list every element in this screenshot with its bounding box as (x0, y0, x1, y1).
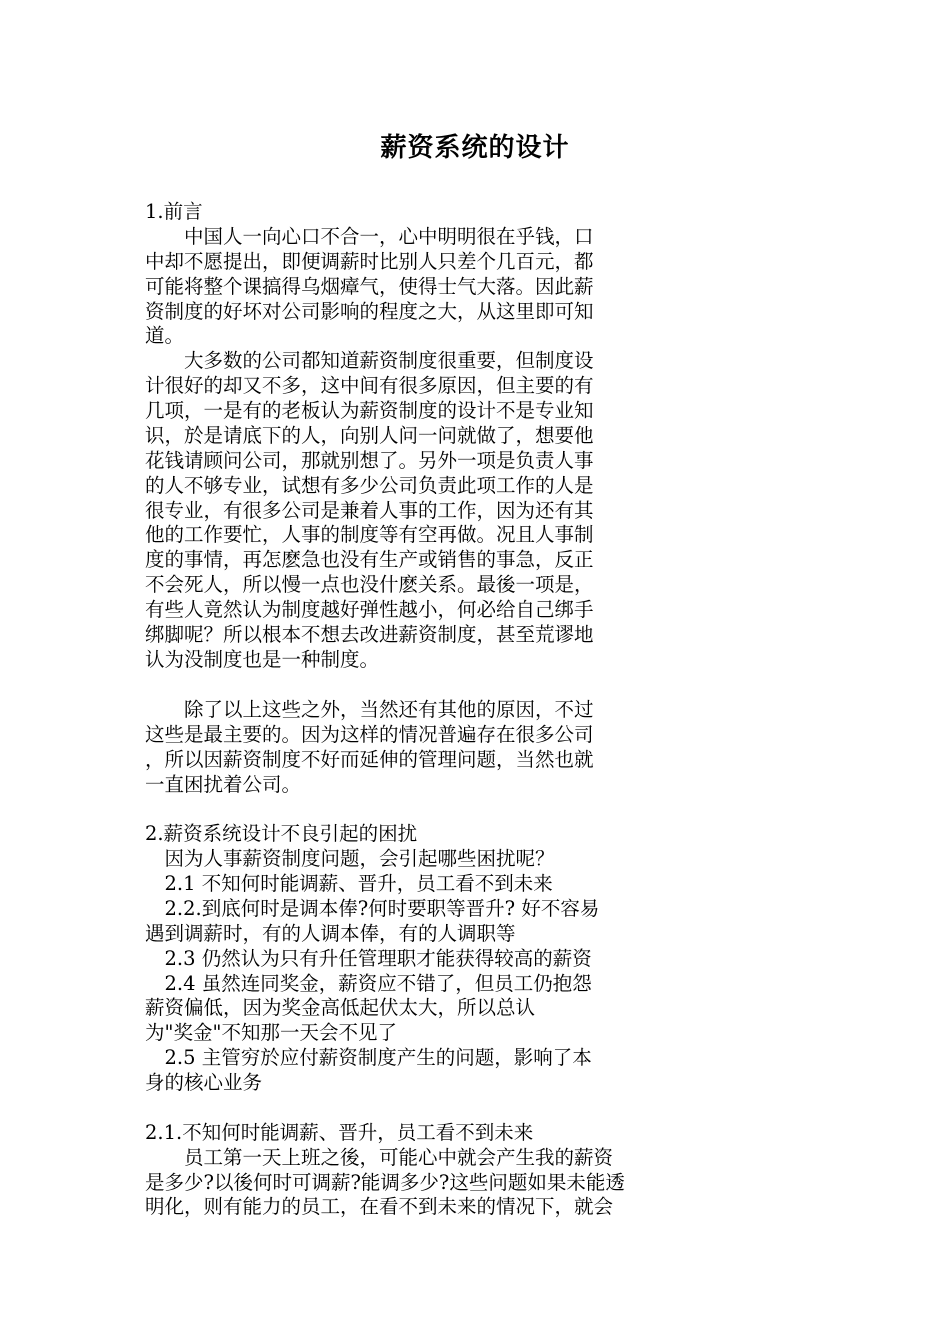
text-line: 计很好的却又不多，这中间有很多原因，但主要的有 (145, 374, 594, 397)
text-line: 度的事情，再怎麽急也没有生产或销售的事急，反正 (145, 548, 594, 571)
text-line: 中却不愿提出，即便调薪时比别人只差个几百元，都 (145, 250, 594, 273)
text-line: 身的核心业务 (145, 1071, 263, 1094)
text-line: 员工第一天上班之後，可能心中就会产生我的薪资 (145, 1146, 614, 1169)
text-line: 因为人事薪资制度问题，会引起哪些困扰呢？ (145, 847, 555, 870)
text-line: 道。 (145, 324, 185, 347)
list-item: 2.5 主管穷於应付薪资制度产生的问题，影响了本 (145, 1046, 592, 1069)
text-line: 花钱请顾问公司，那就别想了。另外一项是负责人事 (145, 449, 594, 472)
document-title: 薪资系统的设计 (380, 133, 570, 163)
text-line: 很专业，有很多公司是兼着人事的工作，因为还有其 (145, 499, 594, 522)
text-line: 可能将整个课搞得乌烟瘴气，使得士气大落。因此薪 (145, 275, 594, 298)
heading-section-2-1: 2.1.不知何时能调薪、晋升，员工看不到未来 (145, 1121, 534, 1144)
text-line: 他的工作要忙，人事的制度等有空再做。况且人事制 (145, 523, 594, 546)
text-line: 有些人竟然认为制度越好弹性越小，何必给自己绑手 (145, 598, 594, 621)
list-item: 2.3 仍然认为只有升任管理职才能获得较高的薪资 (145, 947, 592, 970)
text-line: 绑脚呢？所以根本不想去改进薪资制度，甚至荒谬地 (145, 623, 594, 646)
text-line: 薪资偏低，因为奖金高低起伏太大，所以总认 (145, 996, 536, 1019)
list-item: 2.1 不知何时能调薪、晋升，员工看不到未来 (145, 872, 553, 895)
text-line: 一直困扰着公司。 (145, 773, 302, 796)
list-item: 2.2.到底何时是调本俸?何时要职等晋升? 好不容易 (145, 897, 600, 920)
text-line: 这些是最主要的。因为这样的情况普遍存在很多公司 (145, 723, 594, 746)
text-line: 除了以上这些之外，当然还有其他的原因，不过 (145, 698, 594, 721)
heading-section-2: 2.薪资系统设计不良引起的困扰 (145, 822, 418, 845)
text-line: 为"奖金"不知那一天会不见了 (145, 1021, 397, 1044)
heading-intro: 1.前言 (145, 200, 203, 223)
text-line: 遇到调薪时，有的人调本俸，有的人调职等 (145, 922, 516, 945)
text-line: 的人不够专业，试想有多少公司负责此项工作的人是 (145, 474, 594, 497)
text-line: 是多少?以後何时可调薪?能调多少?这些问题如果未能透 (145, 1171, 625, 1194)
list-item: 2.4 虽然连同奖金，薪资应不错了，但员工仍抱怨 (145, 972, 592, 995)
text-line: 资制度的好坏对公司影响的程度之大，从这里即可知 (145, 300, 594, 323)
text-line: 几项，一是有的老板认为薪资制度的设计不是专业知 (145, 399, 594, 422)
text-line: 中国人一向心口不合一，心中明明很在乎钱，口 (145, 225, 594, 248)
text-line: 认为没制度也是一种制度。 (145, 648, 380, 671)
text-line: 大多数的公司都知道薪资制度很重要，但制度设 (145, 349, 594, 372)
text-line: 明化，则有能力的员工，在看不到未来的情况下，就会 (145, 1195, 614, 1218)
text-line: 不会死人，所以慢一点也没什麽关系。最後一项是， (145, 573, 594, 596)
text-line: 识，於是请底下的人，向别人问一问就做了，想要他 (145, 424, 594, 447)
text-line: ，所以因薪资制度不好而延伸的管理问题，当然也就 (145, 748, 594, 771)
